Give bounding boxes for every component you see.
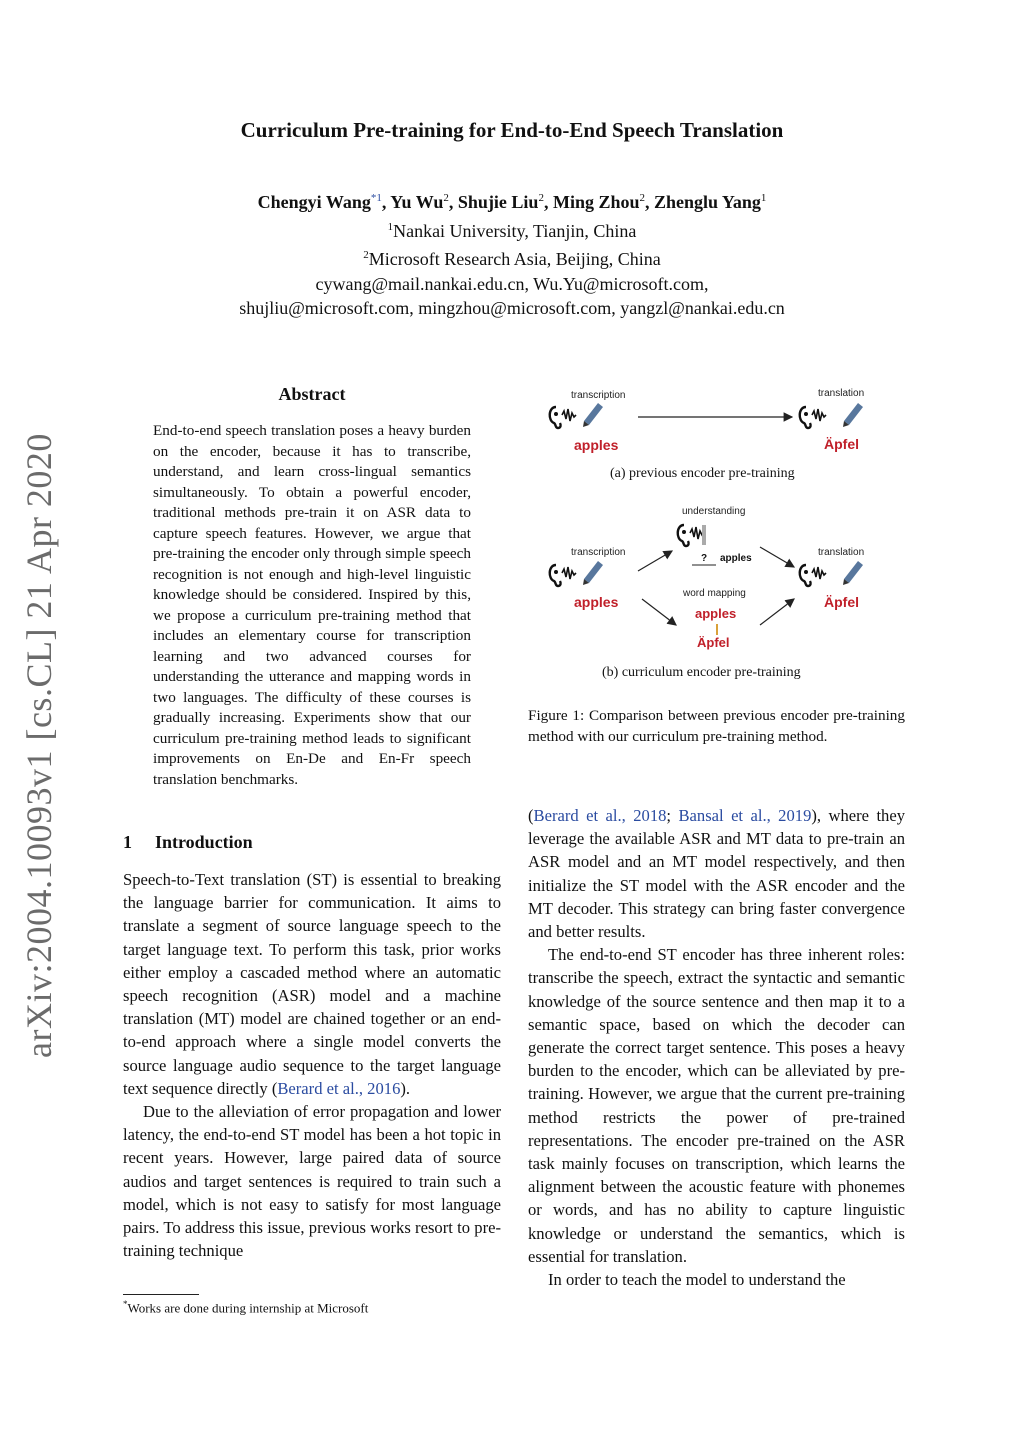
arrow-icon — [642, 599, 676, 625]
fig-a-caption: (a) previous encoder pre-training — [610, 466, 795, 481]
fig-a-right-label: translation — [818, 388, 865, 399]
right-column-body — [528, 804, 905, 1291]
right-paragraph-2: The end-to-end ST encoder has three inherent roles: transcribe the speech, extract the syntactic and semantic knowledge of the source sentence and then map it to a semantic space, based on which the decoder can generate the correct target sentence. This poses a heavy burden to the encoder, which can be alleviated by pre-training. However, we argue that the current pre-training method restricts the power of pre-trained representations. The encoder pre-trained on the ASR task mainly focuses on transcription, which learns the alignment between the acoustic feature with phonemes or words, and has no ability to capture linguistic knowledge or understand the semantics, which is essential for translation. — [528, 945, 905, 1266]
fig-b-mid-src: apples — [695, 606, 737, 621]
fig-b-left-label: transcription — [571, 547, 626, 558]
fig-b-top-word: apples — [720, 553, 752, 564]
fig-a-left-word: apples — [574, 437, 619, 453]
abstract-section — [123, 380, 501, 790]
author-name: Yu Wu — [390, 192, 444, 212]
pen-icon — [583, 403, 603, 427]
fig-b-right-label: translation — [818, 547, 865, 558]
author-name: Ming Zhou — [552, 192, 640, 212]
footnote — [123, 1299, 368, 1316]
abstract-heading: Abstract — [278, 384, 346, 404]
affiliation-2: $^2$Microsoft Research Asia, Beijing, China — [363, 249, 661, 269]
author-name: Shujie Liu — [457, 192, 539, 212]
fig-a-right-word: Äpfel — [824, 436, 859, 452]
footnote-mark: * — [123, 1299, 128, 1309]
arrow-icon — [638, 551, 672, 571]
section-title: Introduction — [155, 832, 253, 852]
citation-link[interactable]: Berard et al., 2016 — [277, 1078, 401, 1098]
pen-icon — [843, 561, 863, 585]
speaker-icon — [800, 407, 826, 428]
speaker-icon — [678, 525, 704, 546]
paper-title: Curriculum Pre-training for End-to-End Speech Translation — [240, 118, 784, 142]
fig-b-caption: (b) curriculum encoder pre-training — [602, 665, 801, 680]
section-heading — [123, 832, 253, 853]
arxiv-identifier: arXiv:2004.10093v1 [cs.CL] 21 Apr 2020 — [19, 433, 59, 1058]
footnote-text: Works are done during internship at Microsoft — [127, 1300, 369, 1316]
email-line-2: shujliu@microsoft.com, mingzhou@microsoft.com, yangzl@nankai.edu.cn — [239, 298, 785, 318]
intro-body — [123, 868, 501, 1262]
fig-b-top-q: ? — [701, 553, 708, 564]
fig-b-mid-label: word mapping — [683, 588, 746, 599]
fig-b-right-word: Äpfel — [824, 594, 859, 610]
section-number: 1 — [123, 832, 132, 852]
figure-caption: Figure 1: Comparison between previous encoder pre-training method with our curriculum pre-training method. — [528, 707, 905, 745]
pen-icon — [583, 561, 603, 585]
fig-a-left-label: transcription — [571, 390, 626, 401]
author-list: Chengyi Wang$^{*1}$, Yu Wu$^2$, Shujie Liu$^2$, Ming Zhou$^2$, Zhenglu Yang$^1$ — [257, 192, 767, 212]
intro-paragraph-2: Due to the alleviation of error propagation and lower latency, the end-to-end ST model has been a hot topic in recent years. However, large paired data of source audios and target sentences is required to train such a model, which is not easy to satisfy for most language pairs. To address this issue, previous works resort to pre-training technique — [123, 1102, 501, 1261]
author-block — [0, 186, 1024, 321]
figure-1 — [546, 385, 906, 685]
author-name: Chengyi Wang — [257, 192, 371, 212]
author-mark: 1 — [760, 192, 767, 204]
abstract-text: End-to-end speech translation poses a heavy burden on the encoder, because it has to transcribe, understand, and learn cross-lingual semantics simultaneously. To obtain a powerful encoder, traditional methods pre-train it on ASR data to capture speech features. However, we argue that pre-training the encoder only through simple speech recognition is not enough and high-level linguistic knowledge should be considered. Inspired by this, we propose a curriculum pre-training method that includes an elementary course for transcription learning and two advanced courses for understanding the utterance and mapping words in two languages. The difficulty of these courses is gradually increasing. Experiments show that our curriculum pre-training method leads to significant improvements on En-De and En-Fr speech translation benchmarks. — [153, 422, 471, 788]
mask-bar — [702, 525, 706, 545]
author-mark[interactable]: *1 — [370, 192, 382, 204]
intro-paragraph-1: Speech-to-Text translation (ST) is essential to breaking the language barrier for communication. It aims to translate a segment of source language speech to the target language text. To perform this task, prior works either employ a cascaded method where an automatic speech recognition (ASR) model and a machine translation (MT) model are chained together or an end-to-end approach where a single model converts the source language audio sequence to the target language text sequence directly (Berard et al., 2016). — [123, 870, 501, 1098]
author-mark: 2 — [538, 192, 544, 204]
author-mark: 2 — [639, 192, 645, 204]
citation-link[interactable]: Bansal et al., 2019 — [678, 806, 812, 825]
footnote-rule — [123, 1294, 199, 1295]
author-name: Zhenglu Yang — [653, 192, 761, 212]
right-paragraph-1: (Berard et al., 2018; Bansal et al., 2019), where they leverage the available ASR and MT data to pre-train an ASR model and an MT model respectively, and then initialize the ST model with the ASR encoder and the MT decoder. This strategy can bring faster convergence and better results. — [528, 806, 906, 942]
speaker-icon — [550, 407, 576, 428]
pen-icon — [843, 403, 863, 427]
fig-b-top-label: understanding — [682, 506, 746, 517]
speaker-icon — [550, 565, 576, 586]
arrow-icon — [760, 547, 794, 567]
fig-b-mid-tgt: Äpfel — [697, 635, 730, 650]
fig-b-left-word: apples — [574, 594, 619, 610]
email-line-1: cywang@mail.nankai.edu.cn, Wu.Yu@microsoft.com, — [315, 273, 709, 294]
affiliation-1: $^1$Nankai University, Tianjin, China — [387, 220, 637, 241]
arrow-icon — [760, 599, 794, 625]
citation-link[interactable]: Berard et al., 2018 — [533, 806, 667, 825]
author-mark: 2 — [443, 192, 449, 204]
speaker-icon — [800, 565, 826, 586]
right-paragraph-3: In order to teach the model to understand the — [548, 1270, 846, 1290]
